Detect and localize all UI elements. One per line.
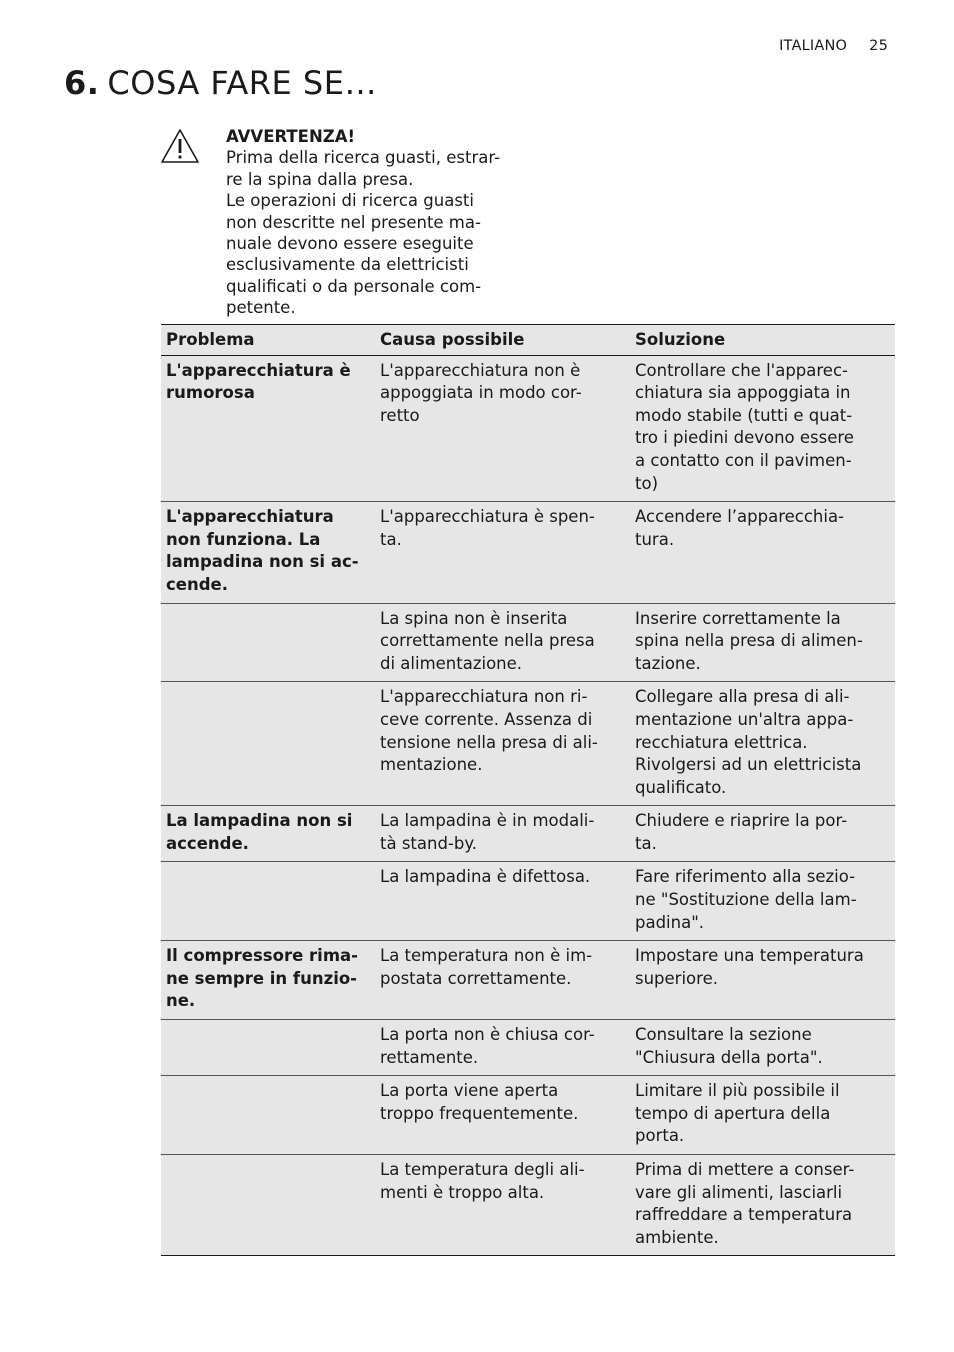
cell-cause bbox=[375, 603, 630, 682]
cell-solution bbox=[630, 355, 895, 502]
cell-cause bbox=[375, 355, 630, 502]
table-row bbox=[161, 941, 895, 1020]
cell-cause-line: appoggiata in modo cor- bbox=[380, 383, 582, 403]
cell-solution bbox=[630, 1155, 895, 1256]
cell-solution-line: tura. bbox=[635, 529, 675, 549]
cell-solution-line: to) bbox=[635, 473, 659, 493]
table-row bbox=[161, 502, 895, 603]
cell-cause-line: ceve corrente. Assenza di bbox=[380, 709, 593, 729]
cell-solution-line: a contatto con il pavimen- bbox=[635, 450, 852, 470]
cell-problem-line: cende. bbox=[166, 574, 228, 594]
cell-problem-line: L'apparecchiatura è bbox=[166, 360, 351, 380]
cell-solution-line: Prima di mettere a conser- bbox=[635, 1160, 855, 1179]
cell-cause bbox=[375, 502, 630, 603]
table-row bbox=[161, 1020, 895, 1076]
cell-solution-line: Rivolgersi ad un elettricista bbox=[635, 755, 862, 775]
warning-label: AVVERTENZA! bbox=[226, 127, 356, 146]
cell-cause-line: La spina non è inserita bbox=[380, 608, 568, 628]
cell-cause-line: di alimentazione. bbox=[380, 653, 523, 673]
table-row bbox=[161, 862, 895, 941]
cell-cause-line: tà stand-by. bbox=[380, 833, 478, 853]
cell-problem bbox=[161, 355, 375, 502]
cell-cause bbox=[375, 1076, 630, 1155]
cell-solution-line: ne "Sostituzione della lam- bbox=[635, 890, 857, 910]
section-title bbox=[64, 64, 377, 102]
cell-solution-line: recchiatura elettrica. bbox=[635, 732, 808, 752]
cell-problem-line: ne sempre in funzio- bbox=[166, 968, 358, 988]
cell-cause bbox=[375, 682, 630, 806]
cell-problem bbox=[161, 1155, 375, 1256]
cell-cause-line: La lampadina è in modali- bbox=[380, 811, 595, 831]
section-title-text: COSA FARE SE… bbox=[107, 64, 377, 102]
cell-solution-line: padina". bbox=[635, 912, 705, 932]
warning-line: Prima della ricerca guasti, estrar- bbox=[226, 148, 501, 168]
cell-solution bbox=[630, 603, 895, 682]
cell-solution bbox=[630, 682, 895, 806]
cell-cause-line: La porta non è chiusa cor- bbox=[380, 1025, 595, 1045]
cell-cause-line: postata correttamente. bbox=[380, 968, 572, 988]
table-row bbox=[161, 682, 895, 806]
page-number: 25 bbox=[869, 38, 888, 54]
warning-box bbox=[226, 126, 526, 319]
cell-cause-line: La lampadina è difettosa. bbox=[380, 867, 591, 887]
cell-cause-line: tensione nella presa di ali- bbox=[380, 732, 598, 752]
cell-problem bbox=[161, 603, 375, 682]
cell-cause-line: troppo frequentemente. bbox=[380, 1103, 579, 1123]
table-header-row bbox=[161, 325, 895, 356]
cell-problem-line: rumorosa bbox=[166, 383, 255, 403]
cell-solution bbox=[630, 862, 895, 941]
cell-problem bbox=[161, 941, 375, 1020]
warning-line: re la spina dalla presa. bbox=[226, 169, 414, 189]
cell-solution-line: tro i piedini devono essere bbox=[635, 428, 854, 448]
cell-solution bbox=[630, 502, 895, 603]
cell-cause bbox=[375, 862, 630, 941]
warning-line: petente. bbox=[226, 298, 296, 318]
header-solution: Soluzione bbox=[630, 325, 895, 356]
cell-solution-line: chiatura sia appoggiata in bbox=[635, 383, 851, 403]
header-cause: Causa possibile bbox=[375, 325, 630, 356]
cell-problem-line: Il compressore rima- bbox=[166, 946, 359, 966]
cell-solution bbox=[630, 1076, 895, 1155]
cell-cause-line: La porta viene aperta bbox=[380, 1081, 559, 1101]
warning-triangle-icon bbox=[160, 128, 200, 164]
cell-solution-line: vare gli alimenti, lasciarli bbox=[635, 1182, 843, 1202]
cell-solution-line: modo stabile (tutti e quat- bbox=[635, 405, 853, 425]
cell-cause-line: menti è troppo alta. bbox=[380, 1182, 545, 1202]
cell-solution-line: Inserire correttamente la bbox=[635, 608, 841, 628]
cell-problem bbox=[161, 1076, 375, 1155]
cell-solution-line: porta. bbox=[635, 1126, 685, 1146]
cell-solution-line: Accendere l’apparecchia- bbox=[635, 507, 845, 527]
cell-solution-line: Fare riferimento alla sezio- bbox=[635, 867, 856, 887]
cell-problem-line: ne. bbox=[166, 991, 196, 1011]
table-row bbox=[161, 355, 895, 502]
cell-problem bbox=[161, 862, 375, 941]
cell-cause-line: correttamente nella presa bbox=[380, 631, 595, 651]
cell-solution-line: tempo di apertura della bbox=[635, 1103, 831, 1123]
cell-cause-line: ta. bbox=[380, 529, 402, 549]
warning-line: Le operazioni di ricerca guasti bbox=[226, 191, 474, 211]
page-header bbox=[779, 38, 888, 54]
cell-solution-line: spina nella presa di alimen- bbox=[635, 631, 863, 651]
cell-solution-line: mentazione un'altra appa- bbox=[635, 709, 854, 729]
cell-solution-line: ambiente. bbox=[635, 1227, 719, 1247]
warning-text bbox=[226, 147, 526, 318]
cell-problem bbox=[161, 682, 375, 806]
cell-problem-line: non funziona. La bbox=[166, 529, 321, 549]
cell-solution-line: Collegare alla presa di ali- bbox=[635, 687, 850, 707]
cell-problem-line: La lampadina non si bbox=[166, 811, 353, 831]
table-row bbox=[161, 1155, 895, 1256]
cell-cause-line: L'apparecchiatura non ri- bbox=[380, 687, 588, 707]
cell-solution-line: ta. bbox=[635, 833, 657, 853]
cell-solution-line: tazione. bbox=[635, 653, 701, 673]
warning-line: esclusivamente da elettricisti bbox=[226, 255, 469, 275]
warning-line: nuale devono essere eseguite bbox=[226, 234, 474, 254]
cell-cause-line: L'apparecchiatura non è bbox=[380, 360, 581, 380]
section-number: 6. bbox=[64, 64, 100, 102]
cell-solution bbox=[630, 1020, 895, 1076]
cell-problem bbox=[161, 502, 375, 603]
table-row bbox=[161, 806, 895, 862]
cell-problem-line: accende. bbox=[166, 833, 249, 853]
warning-line: non descritte nel presente ma- bbox=[226, 212, 481, 232]
cell-cause bbox=[375, 1155, 630, 1256]
cell-problem-line: lampadina non si ac- bbox=[166, 552, 359, 572]
cell-problem bbox=[161, 806, 375, 862]
table-row bbox=[161, 1076, 895, 1155]
header-language: ITALIANO bbox=[779, 38, 848, 54]
cell-cause-line: La temperatura degli ali- bbox=[380, 1160, 585, 1179]
cell-cause bbox=[375, 1020, 630, 1076]
cell-cause-line: L'apparecchiatura è spen- bbox=[380, 507, 595, 527]
cell-cause bbox=[375, 941, 630, 1020]
cell-solution-line: qualificato. bbox=[635, 777, 727, 797]
cell-cause-line: rettamente. bbox=[380, 1047, 479, 1067]
cell-solution-line: Controllare che l'apparec- bbox=[635, 360, 848, 380]
cell-solution-line: Limitare il più possibile il bbox=[635, 1081, 840, 1101]
cell-solution-line: Chiudere e riaprire la por- bbox=[635, 811, 848, 831]
cell-cause-line: retto bbox=[380, 405, 420, 425]
cell-cause bbox=[375, 806, 630, 862]
cell-solution-line: superiore. bbox=[635, 968, 718, 988]
cell-solution-line: raffreddare a temperatura bbox=[635, 1205, 853, 1225]
troubleshooting-table bbox=[161, 324, 895, 1256]
cell-problem bbox=[161, 1020, 375, 1076]
cell-solution bbox=[630, 806, 895, 862]
cell-solution bbox=[630, 941, 895, 1020]
cell-solution-line: Consultare la sezione bbox=[635, 1025, 812, 1045]
cell-solution-line: "Chiusura della porta". bbox=[635, 1047, 823, 1067]
header-problem: Problema bbox=[161, 325, 375, 356]
table-row bbox=[161, 603, 895, 682]
warning-line: qualificati o da personale com- bbox=[226, 276, 482, 296]
cell-problem-line: L'apparecchiatura bbox=[166, 507, 334, 527]
cell-cause-line: La temperatura non è im- bbox=[380, 946, 593, 966]
cell-cause-line: mentazione. bbox=[380, 755, 483, 775]
cell-solution-line: Impostare una temperatura bbox=[635, 946, 864, 966]
